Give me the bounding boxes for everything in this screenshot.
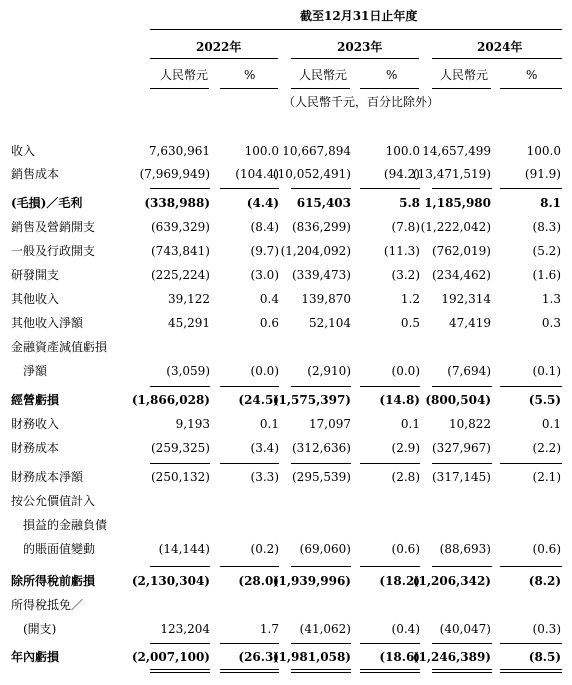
cell-value: (0.4) bbox=[391, 622, 420, 636]
percent-header-2022: % bbox=[244, 68, 256, 82]
cell-value: (7.8) bbox=[391, 220, 420, 234]
cell-value: (88,693) bbox=[439, 542, 491, 556]
year-header-2022: 2022年 bbox=[196, 40, 242, 54]
row-label: 除所得稅前虧損 bbox=[11, 574, 96, 588]
currency-header-2023: 人民幣元 bbox=[299, 68, 348, 82]
cell-value: 615,403 bbox=[296, 196, 351, 210]
cell-value: 7,630,961 bbox=[148, 144, 210, 158]
subtotal-rule bbox=[360, 386, 420, 387]
cell-value: (1,222,042) bbox=[420, 220, 491, 234]
cell-value: (743,841) bbox=[151, 244, 210, 258]
cell-value: (0.0) bbox=[391, 364, 420, 378]
cell-value: (1,575,397) bbox=[272, 393, 351, 407]
cell-value: (327,967) bbox=[432, 441, 491, 455]
cell-value: (8.3) bbox=[532, 220, 561, 234]
currency-header-2022: 人民幣元 bbox=[160, 68, 209, 82]
cell-value: (13,471,519) bbox=[412, 167, 491, 181]
cell-value: (639,329) bbox=[151, 220, 210, 234]
cell-value: 47,419 bbox=[449, 316, 491, 330]
cell-value: 1.3 bbox=[541, 292, 561, 306]
subtotal-rule bbox=[291, 566, 351, 567]
cell-value: (762,019) bbox=[432, 244, 491, 258]
subtotal-rule bbox=[432, 463, 492, 464]
subtotal-rule bbox=[150, 643, 210, 644]
subtotal-rule bbox=[432, 669, 492, 670]
cell-value: (24.5) bbox=[238, 393, 279, 407]
subtotal-rule bbox=[291, 386, 351, 387]
row-label: 研發開支 bbox=[11, 268, 60, 282]
cell-value: 0.4 bbox=[259, 292, 279, 306]
cell-value: (836,299) bbox=[292, 220, 351, 234]
year-header-2024: 2024年 bbox=[477, 40, 523, 54]
subtotal-rule bbox=[500, 566, 562, 567]
cell-value: (338,988) bbox=[144, 196, 210, 210]
subtotal-rule bbox=[360, 672, 420, 673]
cell-value: (312,636) bbox=[292, 441, 351, 455]
subtotal-rule bbox=[220, 643, 279, 644]
cell-value: 1.2 bbox=[400, 292, 420, 306]
cell-value: (94.2) bbox=[383, 167, 420, 181]
subtotal-rule bbox=[500, 463, 562, 464]
cell-value: (14.8) bbox=[379, 393, 420, 407]
cell-value: (2,007,100) bbox=[131, 650, 210, 664]
subtotal-rule bbox=[150, 566, 210, 567]
cell-value: (234,462) bbox=[432, 268, 491, 282]
cell-value: (3.2) bbox=[391, 268, 420, 282]
subtotal-rule bbox=[220, 188, 279, 189]
row-label: 銷售及營銷開支 bbox=[11, 220, 96, 234]
row-label: 所得稅抵免／ bbox=[11, 598, 84, 612]
cell-value: 0.1 bbox=[259, 417, 279, 431]
cell-value: (259,325) bbox=[151, 441, 210, 455]
subtotal-rule bbox=[291, 669, 351, 670]
cell-value: 10,822 bbox=[449, 417, 491, 431]
cell-value: (104.4) bbox=[235, 167, 279, 181]
subtotal-rule bbox=[360, 669, 420, 670]
cell-value: (317,145) bbox=[432, 470, 491, 484]
cell-value: (5.2) bbox=[532, 244, 561, 258]
percent-rule-2024 bbox=[500, 88, 562, 89]
cell-value: (41,062) bbox=[299, 622, 351, 636]
year-rule-2023 bbox=[291, 58, 419, 59]
subtotal-rule bbox=[360, 643, 420, 644]
row-label: 財務成本 bbox=[11, 441, 60, 455]
cell-value: (1,204,092) bbox=[280, 244, 351, 258]
cell-value: (8.4) bbox=[250, 220, 279, 234]
cell-value: (0.6) bbox=[391, 542, 420, 556]
row-label: 的賬面值變動 bbox=[23, 542, 96, 556]
cell-value: (295,539) bbox=[292, 470, 351, 484]
subtotal-rule bbox=[291, 643, 351, 644]
row-label: 金融資產減值虧損 bbox=[11, 340, 108, 354]
subtotal-rule bbox=[500, 188, 562, 189]
cell-value: 100.0 bbox=[385, 144, 420, 158]
subtotal-rule bbox=[500, 672, 562, 673]
cell-value: 17,097 bbox=[309, 417, 351, 431]
subtotal-rule bbox=[291, 188, 351, 189]
row-label: 收入 bbox=[11, 144, 36, 158]
cell-value: 8.1 bbox=[540, 196, 561, 210]
row-label: 財務收入 bbox=[11, 417, 60, 431]
cell-value: 0.1 bbox=[400, 417, 420, 431]
cell-value: (1,866,028) bbox=[131, 393, 210, 407]
row-label: 其他收入淨額 bbox=[11, 316, 84, 330]
subtotal-rule bbox=[150, 669, 210, 670]
subtotal-rule bbox=[291, 463, 351, 464]
cell-value: (2.2) bbox=[532, 441, 561, 455]
cell-value: 1,185,980 bbox=[424, 196, 491, 210]
year-rule-2022 bbox=[150, 58, 278, 59]
cell-value: 5.8 bbox=[399, 196, 420, 210]
cell-value: (3.4) bbox=[250, 441, 279, 455]
subtotal-rule bbox=[500, 386, 562, 387]
cell-value: 1.7 bbox=[259, 622, 279, 636]
year-header-2023: 2023年 bbox=[337, 40, 383, 54]
cell-value: (0.6) bbox=[532, 542, 561, 556]
cell-value: 139,870 bbox=[301, 292, 351, 306]
cell-value: (11.3) bbox=[383, 244, 420, 258]
percent-header-2024: % bbox=[526, 68, 538, 82]
subtotal-rule bbox=[432, 643, 492, 644]
currency-rule-2022 bbox=[150, 88, 209, 89]
row-label: (開支) bbox=[23, 622, 57, 636]
subtotal-rule bbox=[432, 386, 492, 387]
cell-value: 192,314 bbox=[441, 292, 491, 306]
row-label: 財務成本淨額 bbox=[11, 470, 84, 484]
subtotal-rule bbox=[220, 463, 279, 464]
cell-value: 0.6 bbox=[259, 316, 279, 330]
cell-value: (69,060) bbox=[299, 542, 351, 556]
cell-value: (3.3) bbox=[250, 470, 279, 484]
subtotal-rule bbox=[220, 672, 279, 673]
period-rule bbox=[150, 29, 562, 30]
row-label: 其他收入 bbox=[11, 292, 60, 306]
cell-value: (3,059) bbox=[166, 364, 210, 378]
cell-value: (225,224) bbox=[151, 268, 210, 282]
row-label: 銷售成本 bbox=[11, 167, 60, 181]
cell-value: (10,052,491) bbox=[272, 167, 351, 181]
cell-value: (2.9) bbox=[391, 441, 420, 455]
cell-value: (0.3) bbox=[532, 622, 561, 636]
subtotal-rule bbox=[432, 566, 492, 567]
cell-value: (9.7) bbox=[250, 244, 279, 258]
row-label: 年內虧損 bbox=[11, 650, 60, 664]
cell-value: (1,246,389) bbox=[412, 650, 491, 664]
subtotal-rule bbox=[360, 566, 420, 567]
currency-rule-2023 bbox=[291, 88, 350, 89]
subtotal-rule bbox=[360, 463, 420, 464]
subtotal-rule bbox=[432, 672, 492, 673]
cell-value: (5.5) bbox=[528, 393, 561, 407]
subtotal-rule bbox=[150, 386, 210, 387]
cell-value: 10,667,894 bbox=[282, 144, 351, 158]
cell-value: (1.6) bbox=[532, 268, 561, 282]
cell-value: (18.2) bbox=[379, 574, 420, 588]
percent-header-2023: % bbox=[386, 68, 398, 82]
period-header: 截至12月31日止年度 bbox=[300, 9, 418, 23]
row-label: 淨額 bbox=[23, 364, 48, 378]
cell-value: (26.3) bbox=[238, 650, 279, 664]
cell-value: (250,132) bbox=[151, 470, 210, 484]
percent-rule-2022 bbox=[220, 88, 278, 89]
subtotal-rule bbox=[220, 386, 279, 387]
cell-value: (800,504) bbox=[425, 393, 491, 407]
cell-value: (2,910) bbox=[307, 364, 351, 378]
cell-value: 0.3 bbox=[541, 316, 561, 330]
currency-rule-2024 bbox=[432, 88, 491, 89]
row-label: 經營虧損 bbox=[11, 393, 60, 407]
cell-value: 0.5 bbox=[400, 316, 420, 330]
subtotal-rule bbox=[432, 188, 492, 189]
cell-value: (8.2) bbox=[528, 574, 561, 588]
row-label: 按公允價值計入 bbox=[11, 494, 96, 508]
subtotal-rule bbox=[291, 672, 351, 673]
subtotal-rule bbox=[150, 463, 210, 464]
cell-value: 9,193 bbox=[175, 417, 210, 431]
cell-value: (339,473) bbox=[292, 268, 351, 282]
cell-value: (1,939,996) bbox=[272, 574, 351, 588]
cell-value: (0.1) bbox=[532, 364, 561, 378]
cell-value: (2.8) bbox=[391, 470, 420, 484]
cell-value: (0.0) bbox=[250, 364, 279, 378]
percent-rule-2023 bbox=[360, 88, 419, 89]
cell-value: (91.9) bbox=[524, 167, 561, 181]
cell-value: 0.1 bbox=[541, 417, 561, 431]
year-rule-2024 bbox=[432, 58, 562, 59]
cell-value: (7,969,949) bbox=[139, 167, 210, 181]
subtotal-rule bbox=[500, 669, 562, 670]
row-label: (毛損)／毛利 bbox=[11, 196, 83, 210]
cell-value: 39,122 bbox=[168, 292, 210, 306]
cell-value: (8.5) bbox=[528, 650, 561, 664]
cell-value: (2,130,304) bbox=[131, 574, 210, 588]
subtotal-rule bbox=[220, 566, 279, 567]
cell-value: (18.6) bbox=[379, 650, 420, 664]
subtotal-rule bbox=[150, 188, 210, 189]
cell-value: 100.0 bbox=[244, 144, 279, 158]
row-label: 一般及行政開支 bbox=[11, 244, 96, 258]
cell-value: 14,657,499 bbox=[422, 144, 491, 158]
cell-value: 100.0 bbox=[526, 144, 561, 158]
cell-value: (7,694) bbox=[447, 364, 491, 378]
subtotal-rule bbox=[500, 643, 562, 644]
unit-note: （人民幣千元，百分比除外） bbox=[283, 95, 440, 109]
cell-value: (3.0) bbox=[250, 268, 279, 282]
cell-value: 123,204 bbox=[160, 622, 210, 636]
subtotal-rule bbox=[150, 672, 210, 673]
cell-value: (0.2) bbox=[250, 542, 279, 556]
subtotal-rule bbox=[220, 669, 279, 670]
subtotal-rule bbox=[360, 188, 420, 189]
cell-value: (4.4) bbox=[246, 196, 279, 210]
cell-value: 52,104 bbox=[309, 316, 351, 330]
cell-value: (14,144) bbox=[158, 542, 210, 556]
cell-value: (2.1) bbox=[532, 470, 561, 484]
cell-value: (1,206,342) bbox=[412, 574, 491, 588]
cell-value: (28.0) bbox=[238, 574, 279, 588]
currency-header-2024: 人民幣元 bbox=[440, 68, 489, 82]
cell-value: 45,291 bbox=[168, 316, 210, 330]
cell-value: (40,047) bbox=[439, 622, 491, 636]
row-label: 損益的金融負債 bbox=[23, 518, 108, 532]
cell-value: (1,981,058) bbox=[272, 650, 351, 664]
